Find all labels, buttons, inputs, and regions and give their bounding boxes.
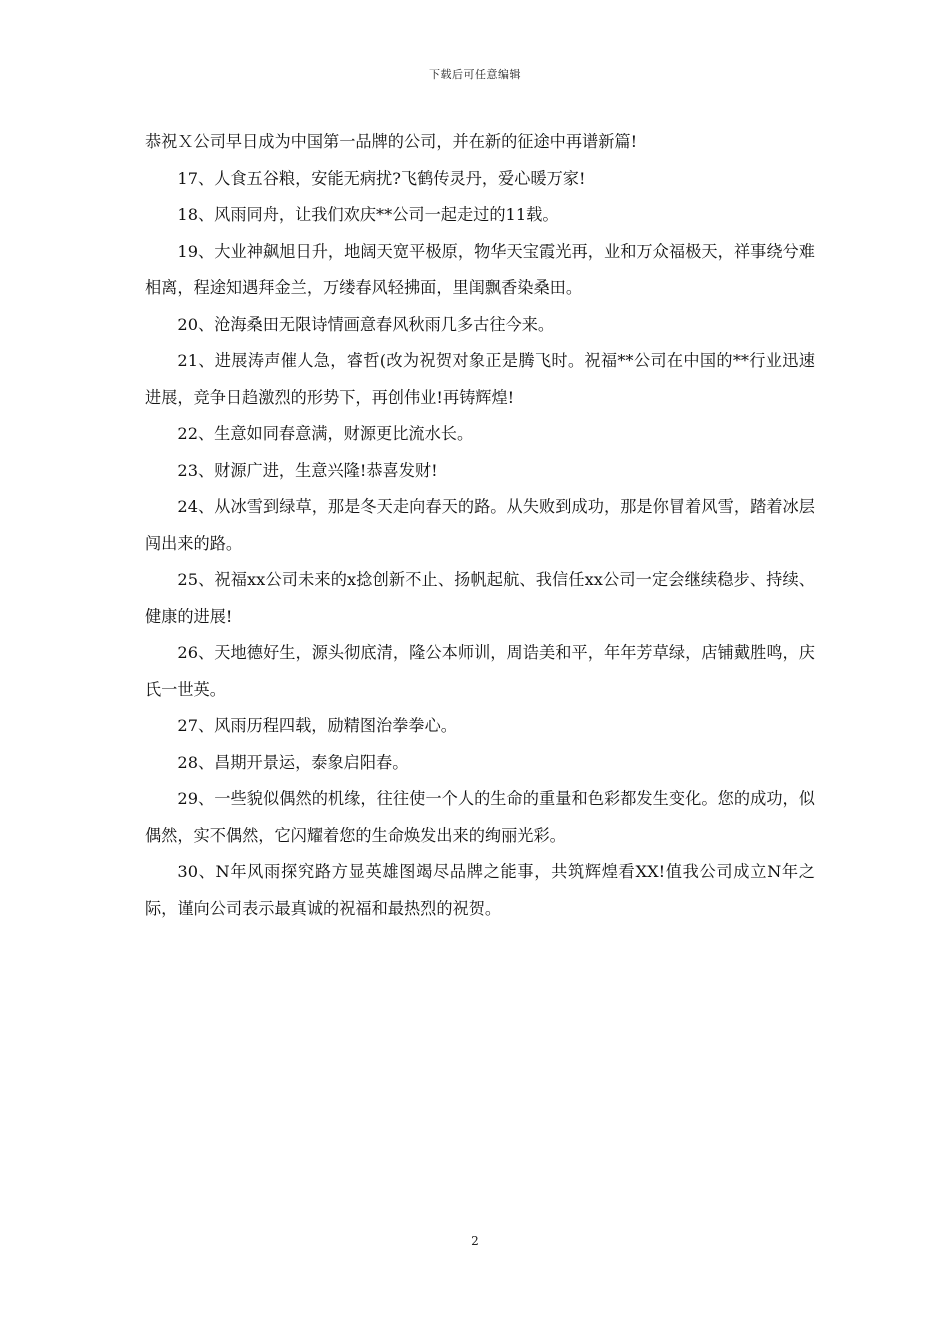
page-number: 2 [471, 1234, 479, 1248]
paragraph: 25、祝福xx公司未来的x捻创新不止、扬帆起航、我信任xx公司一定会继续稳步、持续、健康的进展! [145, 570, 815, 626]
paragraph: 21、进展涛声催人急，睿哲(改为祝贺对象正是腾飞时。祝福**公司在中国的**行业迅速进展，竞争日趋激烈的形势下，再创伟业!再铸辉煌! [145, 351, 815, 407]
paragraph: 17、人食五谷粮，安能无病扰?飞鹤传灵丹，爱心暖万家! [177, 168, 586, 188]
paragraph: 26、天地德好生，源头彻底清，隆公本师训，周诰美和平，年年芳草绿，店铺戴胜鸣，庆氏一世英。 [145, 643, 815, 699]
paragraph: 30、N年风雨探究路方显英雄图竭尽品牌之能事，共筑辉煌看XX!值我公司成立N年之际，谨向公司表示最真诚的祝福和最热烈的祝贺。 [145, 862, 815, 918]
paragraph: 20、沧海桑田无限诗情画意春风秋雨几多古往今来。 [177, 314, 555, 334]
paragraph: 22、生意如同春意满，财源更比流水长。 [177, 424, 474, 443]
paragraph: 19、大业神飙旭日升，地阔天宽平极原，物华天宝霞光再，业和万众福极天，祥事绕兮难相离，程途知遇拜金兰，万缕春风轻拂面，里闺飘香染桑田。 [145, 241, 815, 297]
paragraph: 24、从冰雪到绿草，那是冬天走向春天的路。从失败到成功，那是你冒着风雪，踏着冰层闯出来的路。 [145, 497, 815, 553]
paragraph: 恭祝Ｘ公司早日成为中国第一品牌的公司，并在新的征途中再谱新篇! [145, 132, 638, 151]
paragraph: 27、风雨历程四载，励精图治拳拳心。 [177, 716, 457, 735]
paragraph: 29、一些貌似偶然的机缘，往往使一个人的生命的重量和色彩都发生变化。您的成功，似偶然，实不偶然，它闪耀着您的生命焕发出来的绚丽光彩。 [145, 789, 815, 845]
paragraph: 18、风雨同舟，让我们欢庆**公司一起走过的11载。 [177, 205, 559, 224]
page-header: 下载后可任意编辑 [429, 68, 521, 81]
document-body [145, 124, 815, 927]
paragraph: 23、财源广进，生意兴隆!恭喜发财! [177, 460, 438, 480]
paragraph: 28、昌期开景运，泰象启阳春。 [177, 752, 409, 772]
